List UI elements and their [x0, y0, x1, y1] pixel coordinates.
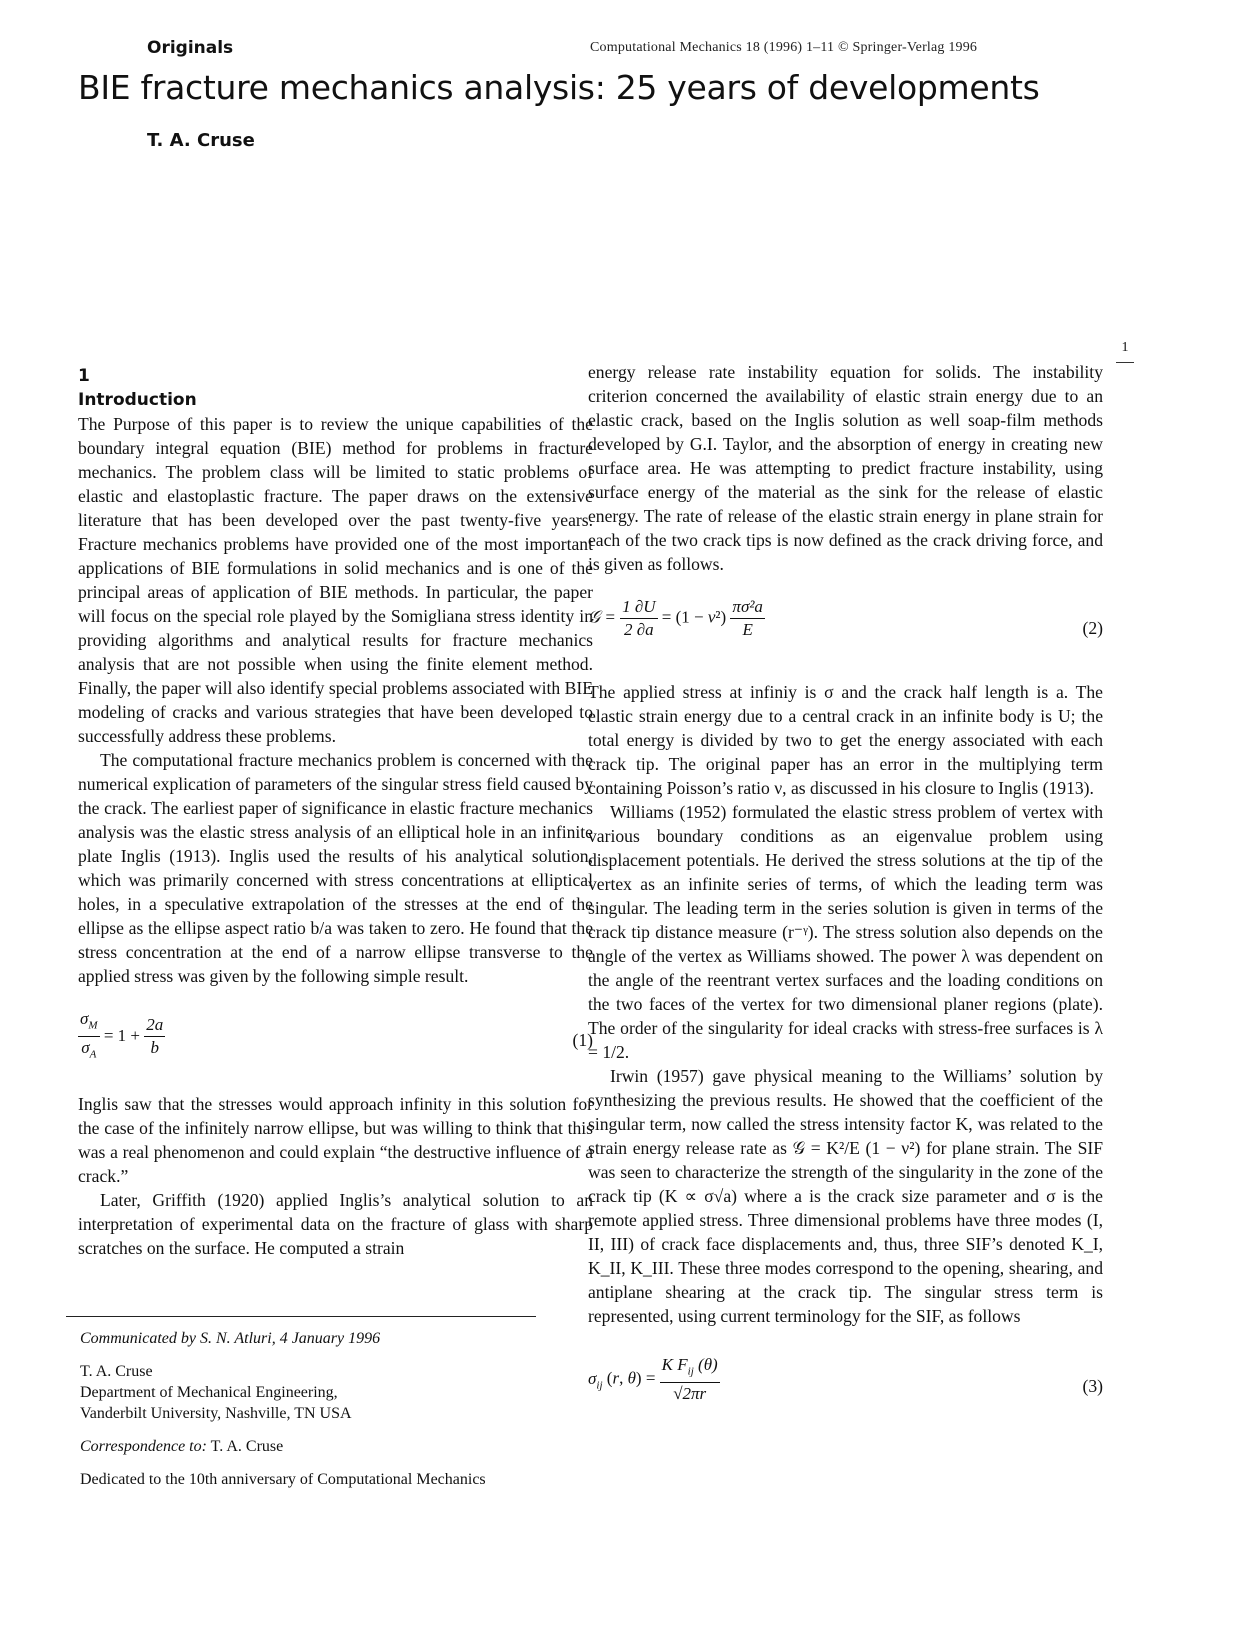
paragraph-applied-stress: The applied stress at infiniy is σ and the crack half length is a. The elastic strain energy due to a central crack in an infinite body is U; the total energy is divided by two to get the energy associated with each crack tip. The original paper has an error in the multiplying term containing Poisson’s ratio ν, as discussed in his closure to Inglis (1913). — [588, 682, 1103, 798]
equation-1-body: $\frac{\sigma_M}{\sigma_A}$ = 1 + $\frac{2a}{b}$ — [80, 1009, 164, 1061]
page-number — [1114, 340, 1136, 363]
footnote-correspondence-label: Correspondence to: — [80, 1438, 207, 1455]
footnotes — [80, 1328, 550, 1502]
section-number: 1 — [78, 366, 90, 386]
right-column — [588, 360, 1103, 1438]
equation-2-body: 𝒢 = $\frac{1 \partial U}{2 \partial a}$ = (1 − ν²) $\frac{\text{πσ²a}}{E}$ — [588, 597, 763, 639]
section-title: Introduction — [78, 390, 197, 410]
footnote-author: T. A. Cruse — [80, 1363, 153, 1380]
page-number-rule — [1116, 362, 1134, 363]
page-title: BIE fracture mechanics analysis: 25 years of developments — [78, 68, 1040, 107]
section-label: Originals — [147, 38, 234, 58]
equation-3-number: (3) — [1082, 1376, 1103, 1396]
equation-1-number: (1) — [572, 1030, 593, 1050]
author-name: T. A. Cruse — [147, 130, 255, 151]
equation-1 — [78, 1002, 593, 1080]
paragraph-williams: Williams (1952) formulated the elastic stress problem of vertex with various boundary conditions as an eigenvalue problem using displacement potentials. He derived the stress solutions at the tip of the vertex as an infinite series of terms, of which the leading term was singular. The leading term in the series solution is given in terms of the crack tip distance measure (r⁻ᵞ). The stress solution also depends on the angle of the vertex as Williams showed. The power λ was dependent on the angle of the reentrant vertex surfaces and the loading conditions on the two faces of the vertex for two dimensional planer regions (plate). The order of the singularity for ideal cracks with stress-free surfaces is λ = 1/2. — [588, 802, 1103, 1062]
footnote-dedication: Dedicated to the 10th anniversary of Computational Mechanics — [80, 1471, 486, 1488]
left-column — [78, 364, 593, 1260]
paragraph-irwin: Irwin (1957) gave physical meaning to the Williams’ solution by synthesizing the previous results. He showed that the coefficient of the singular term, now called the stress intensity factor K, was related to the strain energy release rate as 𝒢 = K²/E (1 − ν²) for plane strain. The SIF was seen to characterize the strength of the singularity in the zone of the crack tip (K ∝ σ√a) where a is the crack size parameter and σ is the remote applied stress. Three dimensional problems have three modes (I, II, III) of crack face displacements and, thus, three SIF’s denoted K_I, K_II, K_III. These three modes correspond to the opening, shearing, and antiplane shearing at the crack tip. The singular stress term is represented, using current terminology for the SIF, as follows — [588, 1066, 1103, 1326]
paragraph-computational-problem: The computational fracture mechanics problem is concerned with the numerical explication of parameters of the singular stress field caused by the crack. The earliest paper of significance in elastic fracture mechanics analysis was the elastic stress analysis of an elliptical hole in an infinite plate Inglis (1913). Inglis used the results of his analytical solution, which was primarily concerned with stress concentrations at elliptical holes, in a speculative extrapolation of the stresses at the end of the ellipse as the ellipse aspect ratio b/a was taken to zero. He found that the stress concentration at the end of a narrow ellipse transverse to the applied stress was given by the following simple result. — [78, 750, 593, 986]
paragraph-intro-purpose: The Purpose of this paper is to review the unique capabilities of the boundary integral equation (BIE) method for problems in fracture mechanics. The problem class will be limited to static problems of elastic and elastoplastic fracture. The paper draws on the extensive literature that has been developed over the past twenty-five years. Fracture mechanics problems have provided one of the most important applications of BIE formulations in solid mechanics and is one of the principal areas of application of BIE methods. In particular, the paper will focus on the special role played by the Somigliana stress identity in providing algorithms and analytical results for fracture mechanics analysis that are not possible when using the finite element method. Finally, the paper will also identify special problems associated with BIE modeling of cracks and various strategies that have been developed to successfully address these problems. — [78, 414, 593, 746]
footnote-department: Department of Mechanical Engineering, — [80, 1384, 338, 1401]
page-number-text: 1 — [1121, 340, 1129, 355]
equation-2-number: (2) — [1082, 618, 1103, 638]
footnote-university: Vanderbilt University, Nashville, TN USA — [80, 1405, 352, 1422]
footnote-communicated: Communicated by S. N. Atluri, 4 January 1996 — [80, 1330, 381, 1347]
paragraph-griffith: Later, Griffith (1920) applied Inglis’s analytical solution to an interpretation of experimental data on the fracture of glass with sharp scratches on the surface. He computed a strain — [78, 1190, 593, 1258]
paragraph-inglis-infinity: Inglis saw that the stresses would approach infinity in this solution for the case of the infinitely narrow ellipse, but was willing to think that this was a real phenomenon and could explain “the destructive influence of a crack.” — [78, 1094, 593, 1186]
equation-3-body: $\sigma_{ij}$ (r, θ) = $\frac{K F_{ij} (\theta)}{√2\pi r}$ — [588, 1355, 718, 1404]
equation-2 — [588, 590, 1103, 668]
paragraph-energy-release: energy release rate instability equation for solids. The instability criterion concerned the availability of elastic strain energy due to an elastic crack, based on the Inglis solution as well soap-film methods developed by G.I. Taylor, and the absorption of energy in creating new surface area. He was attempting to predict fracture instability, using surface energy of the material as the sink for the release of elastic energy. The rate of release of the elastic strain energy in plane strain for each of the two crack tips is now defined as the crack driving force, and is given as follows. — [588, 362, 1103, 574]
footnote-rule — [66, 1316, 536, 1317]
footnote-correspondence — [80, 1436, 550, 1457]
journal-citation: Computational Mechanics 18 (1996) 1–11 © Springer-Verlag 1996 — [590, 40, 978, 55]
equation-3 — [588, 1348, 1103, 1426]
footnote-correspondence-name: T. A. Cruse — [206, 1438, 284, 1455]
